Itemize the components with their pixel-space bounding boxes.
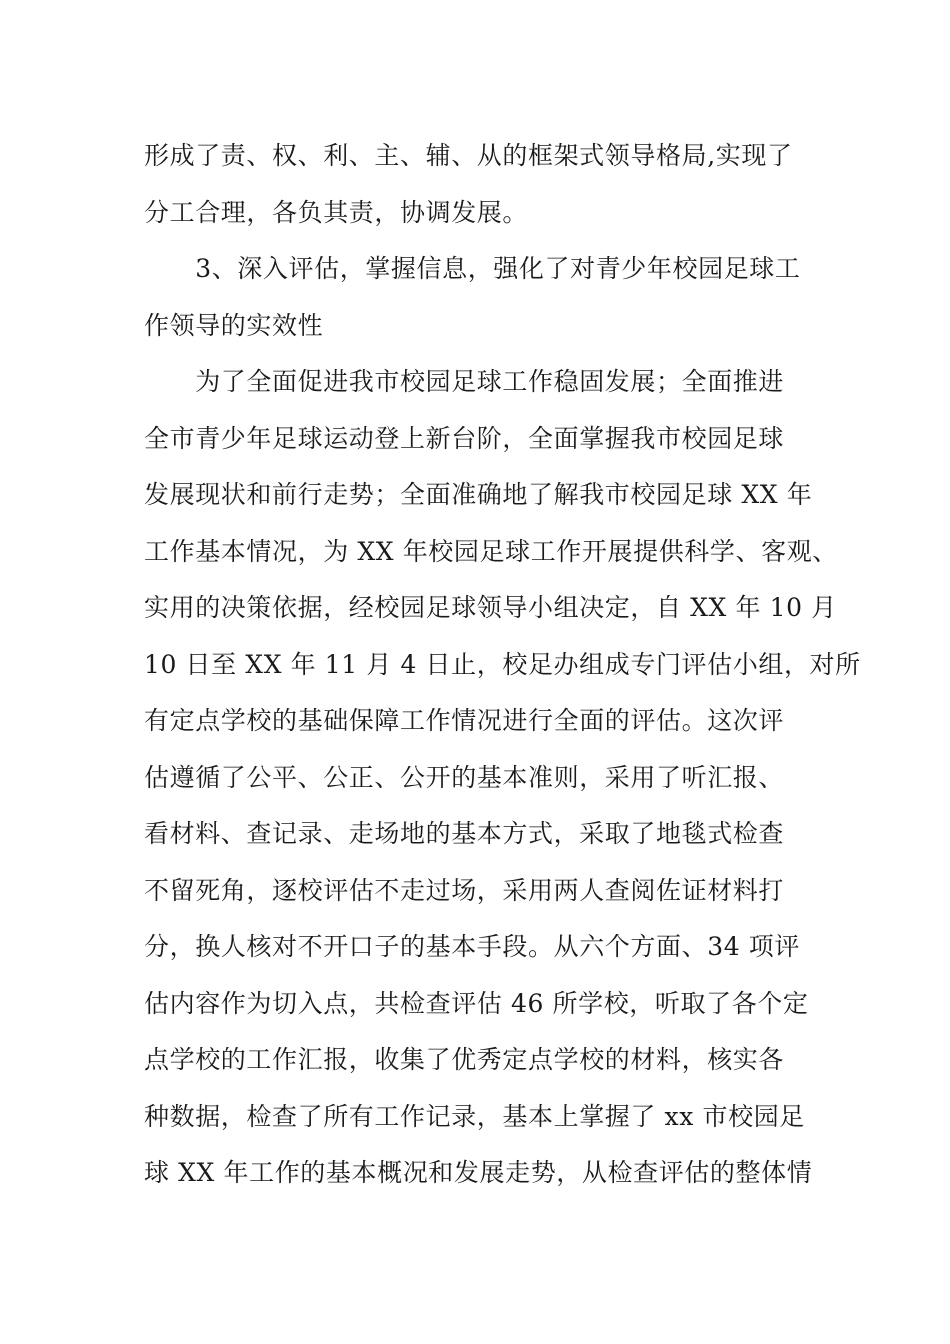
text-line: 实用的决策依据，经校园足球领导小组决定，自 XX 年 10 月: [144, 593, 837, 622]
text-line: 估内容作为切入点，共检查评估 46 所学校，听取了各个定: [144, 988, 809, 1018]
text-line: 估遵循了公平、公正、公开的基本准则，采用了听汇报、: [144, 762, 785, 792]
text-line: 有定点学校的基础保障工作情况进行全面的评估。这次评: [144, 706, 785, 735]
text-line: 为了全面促进我市校园足球工作稳固发展；全面推进: [144, 367, 785, 396]
text-line: 发展现状和前行走势；全面准确地了解我市校园足球 XX 年: [144, 480, 813, 509]
text-line: 分，换人核对不开口子的基本手段。从六个方面、34 项评: [144, 932, 800, 961]
text-line: 形成了责、权、利、主、辅、从的框架式领导格局,实现了: [144, 141, 793, 170]
text-line: 看材料、查记录、走场地的基本方式，采取了地毯式检查: [144, 819, 785, 848]
text-line: 10 日至 XX 年 11 月 4 日止，校足办组成专门评估小组，对所: [144, 649, 861, 679]
text-line: 全市青少年足球运动登上新台阶，全面掌握我市校园足球: [144, 423, 785, 453]
text-line: 种数据，检查了所有工作记录，基本上掌握了 xx 市校园足: [144, 1101, 805, 1131]
text-line: 点学校的工作汇报，收集了优秀定点学校的材料，核实各: [144, 1045, 785, 1074]
document-body: [144, 128, 861, 1202]
section-heading-line: 3、深入评估，掌握信息，强化了对青少年校园足球工: [144, 254, 801, 283]
text-line: 不留死角，逐校评估不走过场，采用两人查阅佐证材料打: [144, 875, 785, 905]
text-line: 分工合理，各负其责，协调发展。: [144, 197, 529, 227]
section-heading-line: 作领导的实效性: [144, 310, 324, 340]
text-line: 球 XX 年工作的基本概况和发展走势，从检查评估的整体情: [144, 1158, 813, 1187]
text-line: 工作基本情况，为 XX 年校园足球工作开展提供科学、客观、: [144, 536, 838, 566]
